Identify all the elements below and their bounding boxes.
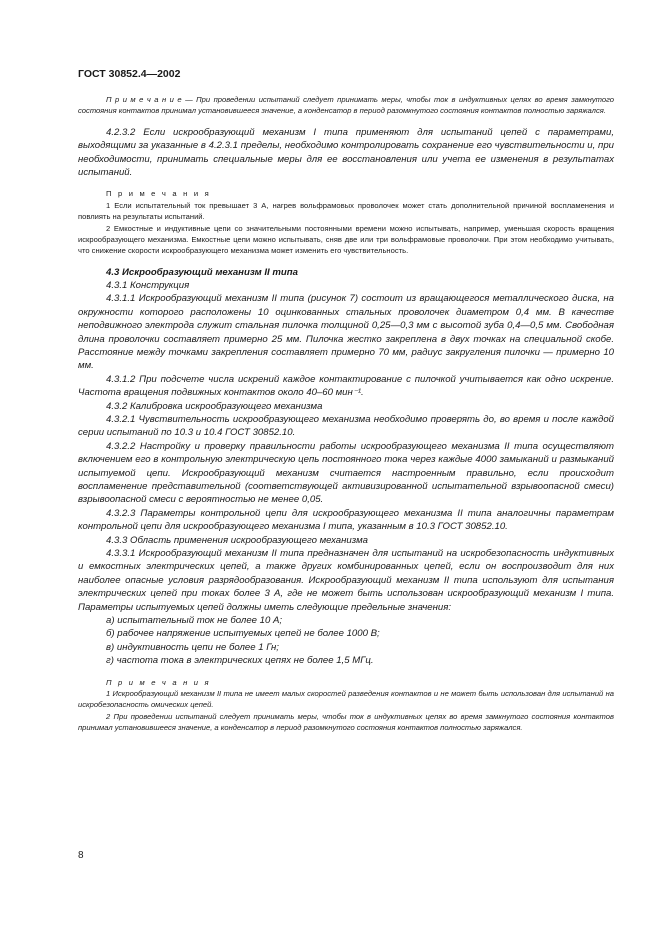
paragraph-4-2-3-2: 4.2.3.2 Если искрообразующий механизм I типа применяют для испытаний цепей с параметрами, выходящими за указанные в 4.2.3.1 пределы, необходимо контролировать сохранение его чувствительности и, при необходимости, принимать специальные меры для ее восстановления или учета ее изменения в результатах испытаний.	[78, 126, 614, 179]
paragraph-4-3-1-2: 4.3.1.2 При подсчете числа искрений каждое контактирование с пилочкой учитывается как одно искрение. Частота вращения подвижных контактов около 40–60 мин⁻¹.	[78, 373, 614, 399]
note-1: 1 Если испытательный ток превышает 3 А, нагрев вольфрамовых проволочек может стать дополнительной причиной воспламенения и повлиять на результаты испытаний.	[78, 200, 614, 222]
paragraph-4-3-3-1: 4.3.3.1 Искрообразующий механизм II типа предназначен для испытаний на искробезопасность индуктивных и емкостных электрических цепей, а также других комбинированных цепей, если он воспроизводит для них наиболее опасные условия разрядообразования. Искрообразующий механизм II типа используют для испытания электрических цепей при токах более 3 А, где не может быть использован искрообразующий механизм I типа. Параметры испытуемых цепей должны иметь следующие предельные значения:	[78, 548, 614, 613]
subsection-4-3-1: 4.3.1 Конструкция	[106, 279, 190, 291]
page-content	[78, 94, 614, 734]
paragraph-4-3-1-1: 4.3.1.1 Искрообразующий механизм II типа (рисунок 7) состоит из вращающегося металлического диска, на окружности которого расположены 10 оцинкованных стальных проволочек диаметром 0,4 мм. В качестве неподвижного электрода служит стальная пилочка толщиной 0,25—0,3 мм с высотой зуба 0,4—0,5 мм. Свободная длина проволочки составляет примерно 25 мм. Пилочка жестко закреплена в двух точках на специальной скобе. Расстояние между точками закрепления составляет примерно 70 мм, радиус закругления пилочки — примерно 10 мм.	[78, 293, 614, 372]
section-title: 4.3 Искрообразующий механизм II типа	[106, 266, 298, 278]
paragraph-4-3-2-1: 4.3.2.1 Чувствительность искрообразующего механизма необходимо проверять до, во время и после каждой серии испытаний по 10.3 и 10.4 ГОСТ 30852.10.	[78, 413, 614, 439]
list-item: г) частота тока в электрических цепях не более 1,5 МГц.	[106, 655, 374, 667]
page-number: 8	[78, 850, 84, 861]
note-2-2: 2 При проведении испытаний следует принимать меры, чтобы ток в индуктивных цепях во время замкнутого состояния контактов принимал установившееся значение, а конденсатор в период разомкнутого состояния контактов полностью заряжался.	[78, 711, 614, 733]
note-2: 2 Емкостные и индуктивные цепи со значительными постоянными времени можно испытывать, например, уменьшая скорость вращения искрообразующего механизма. Емкостные цепи можно испытывать, сняв две или три вольфрамовые проволочки. При этом необходимо учитывать, что снижение скорости искрообразующего механизма может изменить его чувствительность.	[78, 223, 614, 256]
list-item: в) индуктивность цепи не более 1 Гн;	[106, 641, 279, 653]
note-2-1: 1 Искрообразующий механизм II типа не имеет малых скоростей разведения контактов и не может быть использован для испытаний на искробезопасность омических цепей.	[78, 689, 614, 710]
document-header: ГОСТ 30852.4—2002	[78, 68, 181, 80]
subsection-4-3-3: 4.3.3 Область применения искрообразующего механизма	[106, 534, 368, 546]
list-item: б) рабочее напряжение испытуемых цепей не более 1000 В;	[106, 628, 380, 640]
notes-label: П р и м е ч а н и я	[106, 189, 211, 199]
paragraph-4-3-2-3: 4.3.2.3 Параметры контрольной цепи для искрообразующего механизма II типа аналогичны параметрам контрольной цепи для искрообразующего механизма I типа, указанным в 10.3 ГОСТ 30852.10.	[78, 507, 614, 533]
note-text: При проведении испытаний следует принимать меры, чтобы ток в индуктивных цепях во время замкнутого состояния контактов принимал установившееся значение, а конденсатор в период разомкнутого состояния контактов полностью заряжался.	[78, 95, 614, 116]
notes-label-2: П р и м е ч а н и я	[106, 677, 211, 687]
paragraph-4-3-2-2: 4.3.2.2 Настройку и проверку правильности работы искрообразующего механизма II типа осуществляют включением его в контрольную электрическую цепь постоянного тока через каждые 4000 замыканий и размыканий испытуемой цепи. Искрообразующий механизм считается настроенным правильно, если происходит воспламенение представительной (соответствующей активизированной испытательной взрывоопасной смеси) взрывоопасной смеси с вероятностью не менее 0,05.	[78, 440, 614, 506]
note-top	[78, 94, 614, 117]
list-item: а) испытательный ток не более 10 А;	[106, 615, 283, 627]
subsection-4-3-2: 4.3.2 Калибровка искрообразующего механизма	[106, 400, 323, 412]
note-label: П р и м е ч а н и е —	[106, 95, 193, 104]
limits-list	[78, 614, 614, 668]
